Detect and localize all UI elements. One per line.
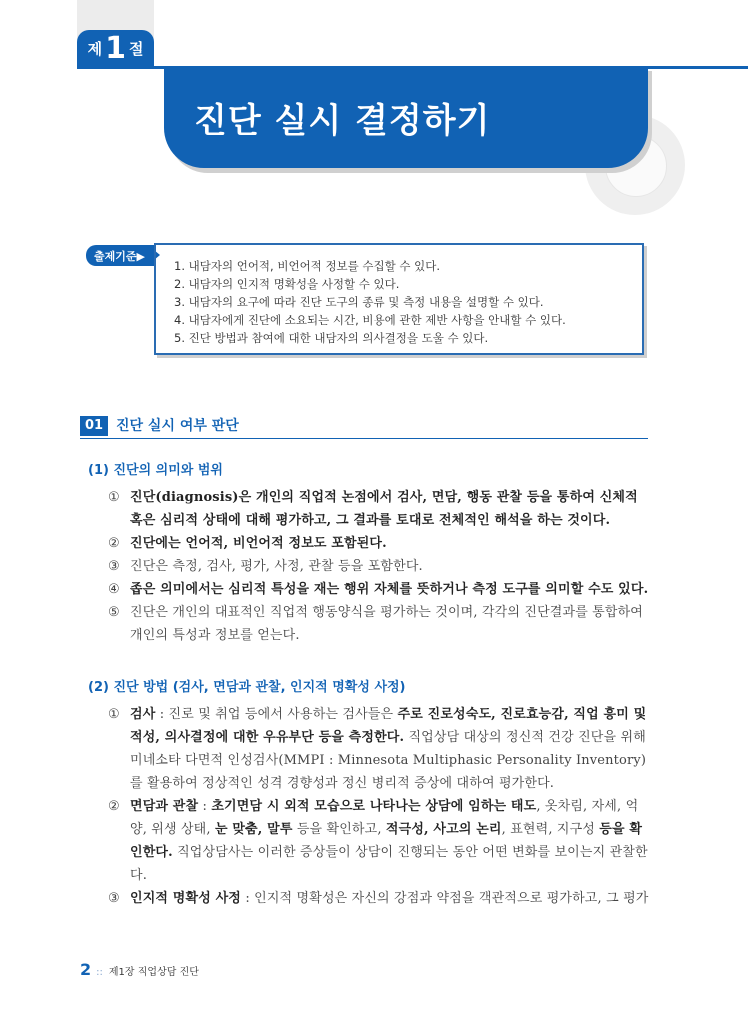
- section-heading-title: 진단 실시 여부 판단: [116, 418, 239, 434]
- list-item: [108, 601, 650, 647]
- bold-text: 면담과 관찰: [130, 799, 199, 814]
- bold-text: 진단에는 언어적, 비언어적 정보도 포함된다.: [130, 536, 387, 551]
- criteria-item: 4. 내담자에게 진단에 소요되는 시간, 비용에 관한 제반 사항을 안내할 수 있다.: [174, 313, 566, 327]
- criteria-list: [174, 257, 642, 347]
- section-heading: [80, 416, 648, 439]
- list-item: [108, 532, 650, 555]
- criteria-item: 3. 내담자의 요구에 따라 진단 도구의 종류 및 측정 내용을 설명할 수 있다.: [174, 295, 544, 309]
- body-text: 진단은 측정, 검사, 평가, 사정, 관찰 등을 포함한다.: [130, 559, 423, 574]
- chapter-label: 제1장 직업상담 진단: [108, 967, 199, 978]
- body-text: 직업상담 대상의 정신적 건강 진단을 위해 미네소타 다면적 인성검사(MMPI : Minnesota Multiphasic Personality Inventory)를 활용하여 정상적인 성격 경향성과 정신 병리적 증상에 대하여 평가한다.: [130, 730, 647, 791]
- subsection-heading: (2) 진단 방법 (검사, 면담과 관찰, 인지적 명확성 사정): [88, 680, 406, 695]
- bold-text: 적극성, 사고의 논리: [385, 822, 502, 837]
- body-text: 등을 확인하고,: [292, 822, 386, 837]
- list-marker: ④: [108, 582, 120, 597]
- body-text: , 표현력, 지구성: [501, 822, 600, 837]
- criteria-badge: 출제기준▶: [86, 245, 154, 266]
- criteria-box: [154, 243, 644, 355]
- subsection-2-list: [108, 703, 650, 910]
- page-number: 2: [80, 960, 92, 979]
- list-marker: ②: [108, 536, 120, 551]
- list-item: [108, 578, 650, 601]
- title-banner: [164, 66, 648, 168]
- list-marker: ①: [108, 490, 120, 505]
- body-text: 직업상담사는 이러한 증상들이 상담이 진행되는 동안 어떤 변화를 보이는지 관찰한다.: [130, 845, 648, 883]
- list-marker: ③: [108, 559, 120, 574]
- bold-text: 인지적 명확성 사정: [130, 891, 242, 906]
- bold-text: 등을 확인한다.: [130, 822, 643, 860]
- list-item: [108, 703, 650, 795]
- bold-text: 좁은 의미에서는 심리적 특성을 재는 행위 자체를 뜻하거나 측정 도구를 의미할 수도 있다.: [130, 582, 649, 597]
- list-marker: ⑤: [108, 605, 120, 620]
- bold-text: 검사: [130, 707, 156, 722]
- footer-separator: ::: [96, 967, 103, 978]
- criteria-item: 1. 내담자의 언어적, 비언어적 정보를 수집할 수 있다.: [174, 259, 441, 273]
- list-marker: ①: [108, 707, 120, 722]
- list-marker: ③: [108, 891, 120, 906]
- subsection-1-list: [108, 486, 650, 647]
- section-suffix: 절: [128, 40, 144, 58]
- body-text: 진단은 개인의 대표적인 직업적 행동양식을 평가하는 것이며, 각각의 진단결과를 통합하여 개인의 특성과 정보를 얻는다.: [130, 605, 644, 643]
- list-item: [108, 887, 650, 910]
- page-footer: [80, 960, 199, 979]
- subsection-heading: (1) 진단의 의미와 범위: [88, 463, 223, 478]
- section-prefix: 제: [87, 40, 103, 58]
- criteria-item: 5. 진단 방법과 참여에 대한 내담자의 의사결정을 도울 수 있다.: [174, 331, 489, 345]
- bold-text: 초기면담 시 외적 모습으로 나타나는 상담에 임하는 태도: [211, 799, 537, 814]
- page-title: 진단 실시 결정하기: [194, 101, 491, 141]
- section-tab: [77, 30, 154, 67]
- bold-text: 눈 맞춤, 말투: [214, 822, 293, 837]
- body-text: : 인지적 명확성은 자신의 강점과 약점을 객관적으로 평가하고, 그 평가: [241, 891, 649, 906]
- body-text: , 옷차림, 자세, 억양, 위생 상태,: [130, 799, 639, 837]
- bold-text: 진단(diagnosis)은 개인의 직업적 논점에서 검사, 면담, 행동 관찰 등을 통하여 신체적 혹은 심리적 상태에 대해 평가하고, 그 결과를 토대로 전체적인 해석을 하는 것이다.: [130, 490, 638, 528]
- bold-text: 주로 진로성숙도, 진로효능감, 직업 흥미 및 적성, 의사결정에 대한 우유부단 등을 측정한다.: [130, 707, 647, 745]
- body-text: : 진로 및 취업 등에서 사용하는 검사들은: [155, 707, 398, 722]
- body-text: :: [198, 799, 212, 814]
- list-item: [108, 555, 650, 578]
- list-marker: ②: [108, 799, 120, 814]
- section-number: 1: [105, 30, 126, 66]
- list-item: [108, 486, 650, 532]
- list-item: [108, 795, 650, 887]
- section-heading-number: 01: [80, 416, 108, 436]
- criteria-item: 2. 내담자의 인지적 명확성을 사정할 수 있다.: [174, 277, 400, 291]
